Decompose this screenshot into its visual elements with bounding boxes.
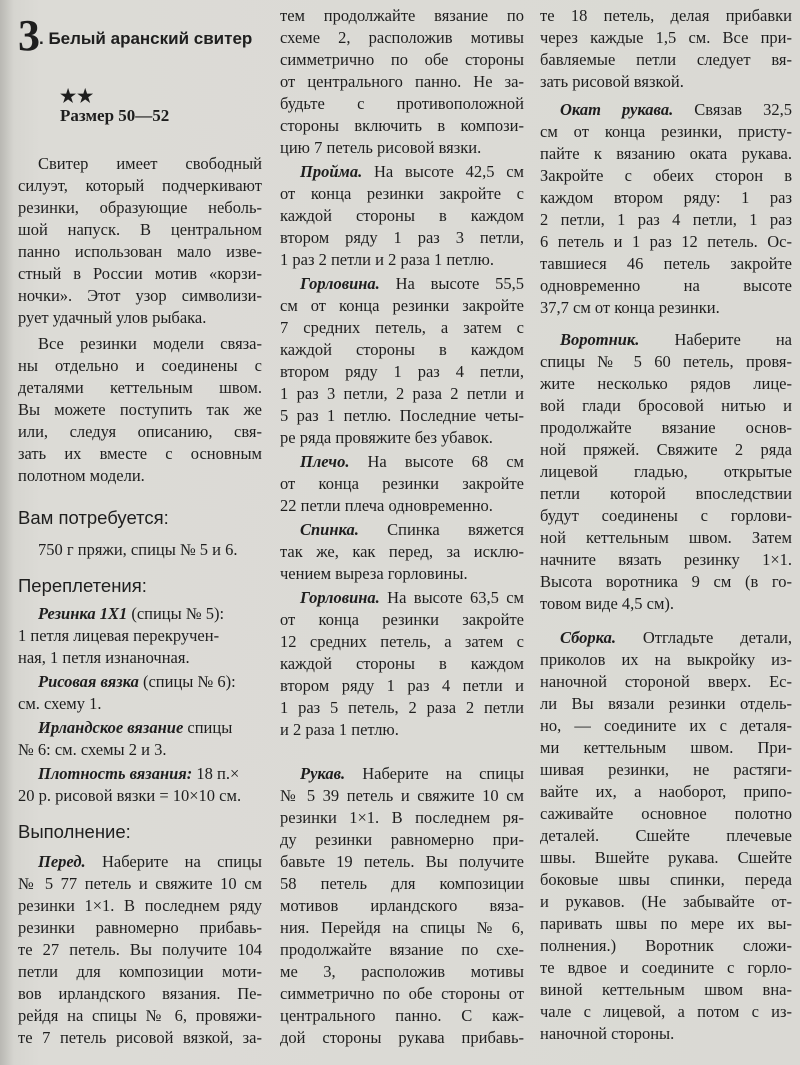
rib-stitch-label: Резинка 1Х1: [38, 604, 128, 623]
front-continued-line: стороны включить в компози-: [280, 116, 524, 135]
back-neckline-line: и 2 раза 1 петлю.: [280, 720, 399, 739]
assembly-label: Сборка.: [560, 628, 616, 647]
rice-stitch-line: см. схему 1.: [18, 694, 102, 713]
armhole-section: Пройма. На высоте 42,5 см: [300, 162, 524, 181]
assembly-line: чале с лицевой, а потом с из-: [540, 1002, 792, 1021]
collar-line: продолжайте вязание основ-: [540, 418, 792, 437]
back-line: чением выреза горловины.: [280, 564, 468, 583]
back-neckline-label: Горловина.: [300, 588, 380, 607]
gauge: Плотность вязания: 18 п.×: [38, 764, 240, 783]
intro-line: ночки». Этот узор символизи-: [18, 286, 262, 305]
sleeve-section: Рукав. Наберите на спицы: [300, 764, 524, 783]
neckline-label: Горловина.: [300, 274, 380, 293]
intro-line: ны отдельно и соединены с: [18, 356, 262, 375]
intro-line: резинки, образующие неболь-: [18, 198, 262, 217]
article-number: 3: [18, 11, 39, 60]
collar-line: вой глади бросовой нитью и: [540, 396, 792, 415]
irish-knitting: Ирландское вязание спицы: [38, 718, 233, 737]
collar-line: ной пряжей. Свяжите 2 ряда: [540, 440, 792, 459]
intro-line: силуэт, который подчеркивают: [18, 176, 262, 195]
armhole-line: втором ряду 1 раз 3 петли,: [280, 228, 524, 247]
intro-line: шой напуск. В центральном: [18, 220, 262, 239]
collar-line: будут соединены с горлови-: [540, 506, 792, 525]
intro-line: Все резинки модели связа-: [38, 334, 262, 353]
neckline-section: Горловина. На высоте 55,5: [300, 274, 524, 293]
assembly-section: Сборка. Отгладьте детали,: [560, 628, 792, 647]
assembly-line: ли Вы вязали резинки отдель-: [540, 694, 792, 713]
sleeve-continued-line: бавляемые петли следует вя-: [540, 50, 792, 69]
sleeve-line: ме 3, расположив мотивы: [280, 962, 524, 981]
back-neckline-line: 12 средних петель, а затем с: [280, 632, 524, 651]
intro-line: полотном модели.: [18, 466, 145, 485]
assembly-line: ми кеттельным швом. При-: [540, 738, 792, 757]
rib-stitch-line: ная, 1 петля изнаночная.: [18, 648, 190, 667]
collar-line: Высота воротника 9 см (в го-: [540, 572, 792, 591]
rib-stitch-line: 1 петля лицевая перекручен-: [18, 626, 220, 645]
sleeve-cap-line: одновременно на высоте: [540, 276, 792, 295]
back-neckline-line: 1 раз 5 петель, 2 раза 2 петли: [280, 698, 524, 717]
sleeve-line: дой стороны рукава прибавь-: [280, 1028, 524, 1047]
materials-heading: Вам потребуется:: [18, 507, 169, 528]
gauge-label: Плотность вязания:: [38, 764, 193, 783]
assembly-line: те вдвое и соедините с горло-: [540, 958, 792, 977]
intro-line: зать их вместе с основным: [18, 444, 262, 463]
article-title: [18, 8, 262, 64]
collar-section: Воротник. Наберите на: [560, 330, 792, 349]
front-continued-line: тем продолжайте вязание по: [280, 6, 524, 25]
rice-stitch: Рисовая вязка (спицы № 6):: [38, 672, 236, 691]
back-neckline-line: каждой стороны в каждом: [280, 654, 524, 673]
collar-line: ной кеттельным швом. Затем: [540, 528, 792, 547]
sleeve-cap-line: пайте к вязанию оката рукава.: [540, 144, 792, 163]
collar-line: петли которой впоследствии: [540, 484, 792, 503]
rice-stitch-label: Рисовая вязка: [38, 672, 139, 691]
collar-label: Воротник.: [560, 330, 640, 349]
collar-line: спицы № 5 60 петель, провя-: [540, 352, 792, 371]
sleeve-line: бавьте 19 петель. Вы получите: [280, 852, 524, 871]
sleeve-cap-line: 37,7 см от конца резинки.: [540, 298, 720, 317]
front-line: вов ирландского вязания. Пе-: [18, 984, 262, 1003]
sleeve-line: продолжайте вязание по схе-: [280, 940, 524, 959]
sleeve-line: ду резинки равномерно при-: [280, 830, 524, 849]
sleeve-line: 58 петель для композиции: [280, 874, 524, 893]
assembly-line: шивая резинки, не растяги-: [540, 760, 792, 779]
intro-line: Свитер имеет свободный: [38, 154, 262, 173]
intro-line: деталями кеттельным швом.: [18, 378, 262, 397]
intro-line: стный в России мотив «корзи-: [18, 264, 262, 283]
assembly-line: боковые швы спинки, переда: [540, 870, 792, 889]
intro-line: рует удачный улов рыбака.: [18, 308, 207, 327]
front-label: Перед.: [38, 852, 86, 871]
sleeve-line: № 5 39 петель и свяжите 10 см: [280, 786, 524, 805]
neckline-line: ре ряда провяжите без убавок.: [280, 428, 493, 447]
collar-line: товом виде 4,5 см).: [540, 594, 675, 613]
front-continued-line: симметрично по обе стороны: [280, 50, 524, 69]
front-section: Перед. Наберите на спицы: [38, 852, 262, 871]
back-neckline-line: втором ряду 1 раз 4 петли и: [280, 676, 524, 695]
back-line: так же, как перед, за исклю-: [280, 542, 524, 561]
front-line: № 5 77 петель и свяжите 10 см: [18, 874, 262, 893]
difficulty-stars: ★★: [60, 86, 95, 106]
assembly-line: наночной стороной вверх. Ес-: [540, 672, 792, 691]
intro-line: Вы можете поступить так же: [18, 400, 262, 419]
assembly-line: приколов их на выкройку из-: [540, 650, 792, 669]
assembly-line: швы. Вшейте рукава. Сшейте: [540, 848, 792, 867]
collar-line: лицевой гладью, открытые: [540, 462, 792, 481]
irish-knitting-line: № 6: см. схемы 2 и 3.: [18, 740, 167, 759]
shoulder-line: от конца резинки закройте: [280, 474, 524, 493]
sleeve-cap-line: каждом втором ряду: 1 раз: [540, 188, 792, 207]
sleeve-cap-line: Закройте с обеих сторон в: [540, 166, 792, 185]
front-continued-line: схеме 2, расположив мотивы: [280, 28, 524, 47]
neckline-line: каждой стороны в каждом: [280, 340, 524, 359]
sleeve-line: резинки 1×1. В последнем ря-: [280, 808, 524, 827]
sleeve-cap-line: 2 петли, 1 раз 4 петли, 1 раз: [540, 210, 792, 229]
instructions-heading: Выполнение:: [18, 821, 131, 842]
sleeve-continued-line: зать рисовой вязкой.: [540, 72, 684, 91]
armhole-line: каждой стороны в каждом: [280, 206, 524, 225]
neckline-line: 1 раз 3 петли, 2 раза 2 петли и: [280, 384, 524, 403]
assembly-line: полнения.) Воротник сложи-: [540, 936, 792, 955]
front-line: те 27 петель. Вы получите 104: [18, 940, 262, 959]
neckline-line: 7 средних петель, а затем с: [280, 318, 524, 337]
sleeve-cap-label: Окат рукава.: [560, 100, 674, 119]
sleeve-cap-section: Окат рукава. Связав 32,5: [560, 100, 792, 119]
front-continued-line: от центрального панно. Не за-: [280, 72, 524, 91]
sleeve-line: симметрично по обе стороны от: [280, 984, 524, 1003]
sleeve-cap-line: см от конца резинки, присту-: [540, 122, 792, 141]
sleeve-continued-line: те 18 петель, делая прибавки: [540, 6, 792, 25]
sleeve-line: ния. Перейдя на спицы № 6,: [280, 918, 524, 937]
back-label: Спинка.: [300, 520, 359, 539]
assembly-line: паривать швы по мере их вы-: [540, 914, 792, 933]
rib-stitch: Резинка 1Х1 (спицы № 5):: [38, 604, 225, 623]
assembly-line: деталей. Сшейте плечевые: [540, 826, 792, 845]
irish-knitting-label: Ирландское вязание: [38, 718, 184, 737]
front-line: резинки равномерно прибавь-: [18, 918, 262, 937]
armhole-label: Пройма.: [300, 162, 363, 181]
sleeve-label: Рукав.: [300, 764, 346, 783]
article-title-text: . Белый аранский свитер: [39, 29, 253, 48]
shoulder-line: 22 петли плеча одновременно.: [280, 496, 493, 515]
sleeve-cap-line: 6 петель и 1 раз 12 петель. Ос-: [540, 232, 792, 251]
front-line: те 7 петель рисовой вязкой, за-: [18, 1028, 262, 1047]
front-continued-line: цию 7 петель рисовой вязки.: [280, 138, 482, 157]
size-label: Размер 50—52: [60, 106, 170, 125]
assembly-line: и рукавов. (Не забывайте от-: [540, 892, 792, 911]
sleeve-line: мотивов ирландского вяза-: [280, 896, 524, 915]
shoulder-label: Плечо.: [300, 452, 350, 471]
shoulder-section: Плечо. На высоте 68 см: [300, 452, 524, 471]
assembly-line: виной кеттельным швом вна-: [540, 980, 792, 999]
front-line: рейдя на спицы № 6, провяжи-: [18, 1006, 262, 1025]
front-line: резинки 1×1. В последнем ряду: [18, 896, 262, 915]
armhole-line: 1 раз 2 петли и 2 раза 1 петлю.: [280, 250, 494, 269]
collar-line: начните вязать резинку 1×1.: [540, 550, 792, 569]
sleeve-cap-line: тавшиеся 46 петель закройте: [540, 254, 792, 273]
neckline-line: см от конца резинки закройте: [280, 296, 524, 315]
front-continued-line: будьте с противоположной: [280, 94, 524, 113]
sleeve-line: центрального панно. С каж-: [280, 1006, 524, 1025]
intro-line: панно использован мало изве-: [18, 242, 262, 261]
sleeve-continued-line: через каждые 1,5 см. Все при-: [540, 28, 792, 47]
armhole-line: от конца резинки закройте с: [280, 184, 524, 203]
neckline-line: втором ряду 1 раз 4 петли,: [280, 362, 524, 381]
assembly-line: саживайте основное полотно: [540, 804, 792, 823]
back-neckline-section: Горловина. На высоте 63,5 см: [300, 588, 524, 607]
assembly-line: но, — соедините их с деталя-: [540, 716, 792, 735]
front-line: петли для композиции моти-: [18, 962, 262, 981]
stitches-heading: Переплетения:: [18, 575, 147, 596]
back-section: Спинка. Спинка вяжется: [300, 520, 524, 539]
back-neckline-line: от конца резинки закройте: [280, 610, 524, 629]
collar-line: жите несколько рядов лице-: [540, 374, 792, 393]
assembly-line: вайте их, а наоборот, припо-: [540, 782, 792, 801]
assembly-line: наночной стороны.: [540, 1024, 675, 1043]
materials-text: 750 г пряжи, спицы № 5 и 6.: [38, 540, 238, 559]
intro-line: или, следуя описанию, свя-: [18, 422, 262, 441]
gauge-line: 20 р. рисовой вязки = 10×10 см.: [18, 786, 242, 805]
neckline-line: 5 раз 1 петлю. Последние четы-: [280, 406, 524, 425]
